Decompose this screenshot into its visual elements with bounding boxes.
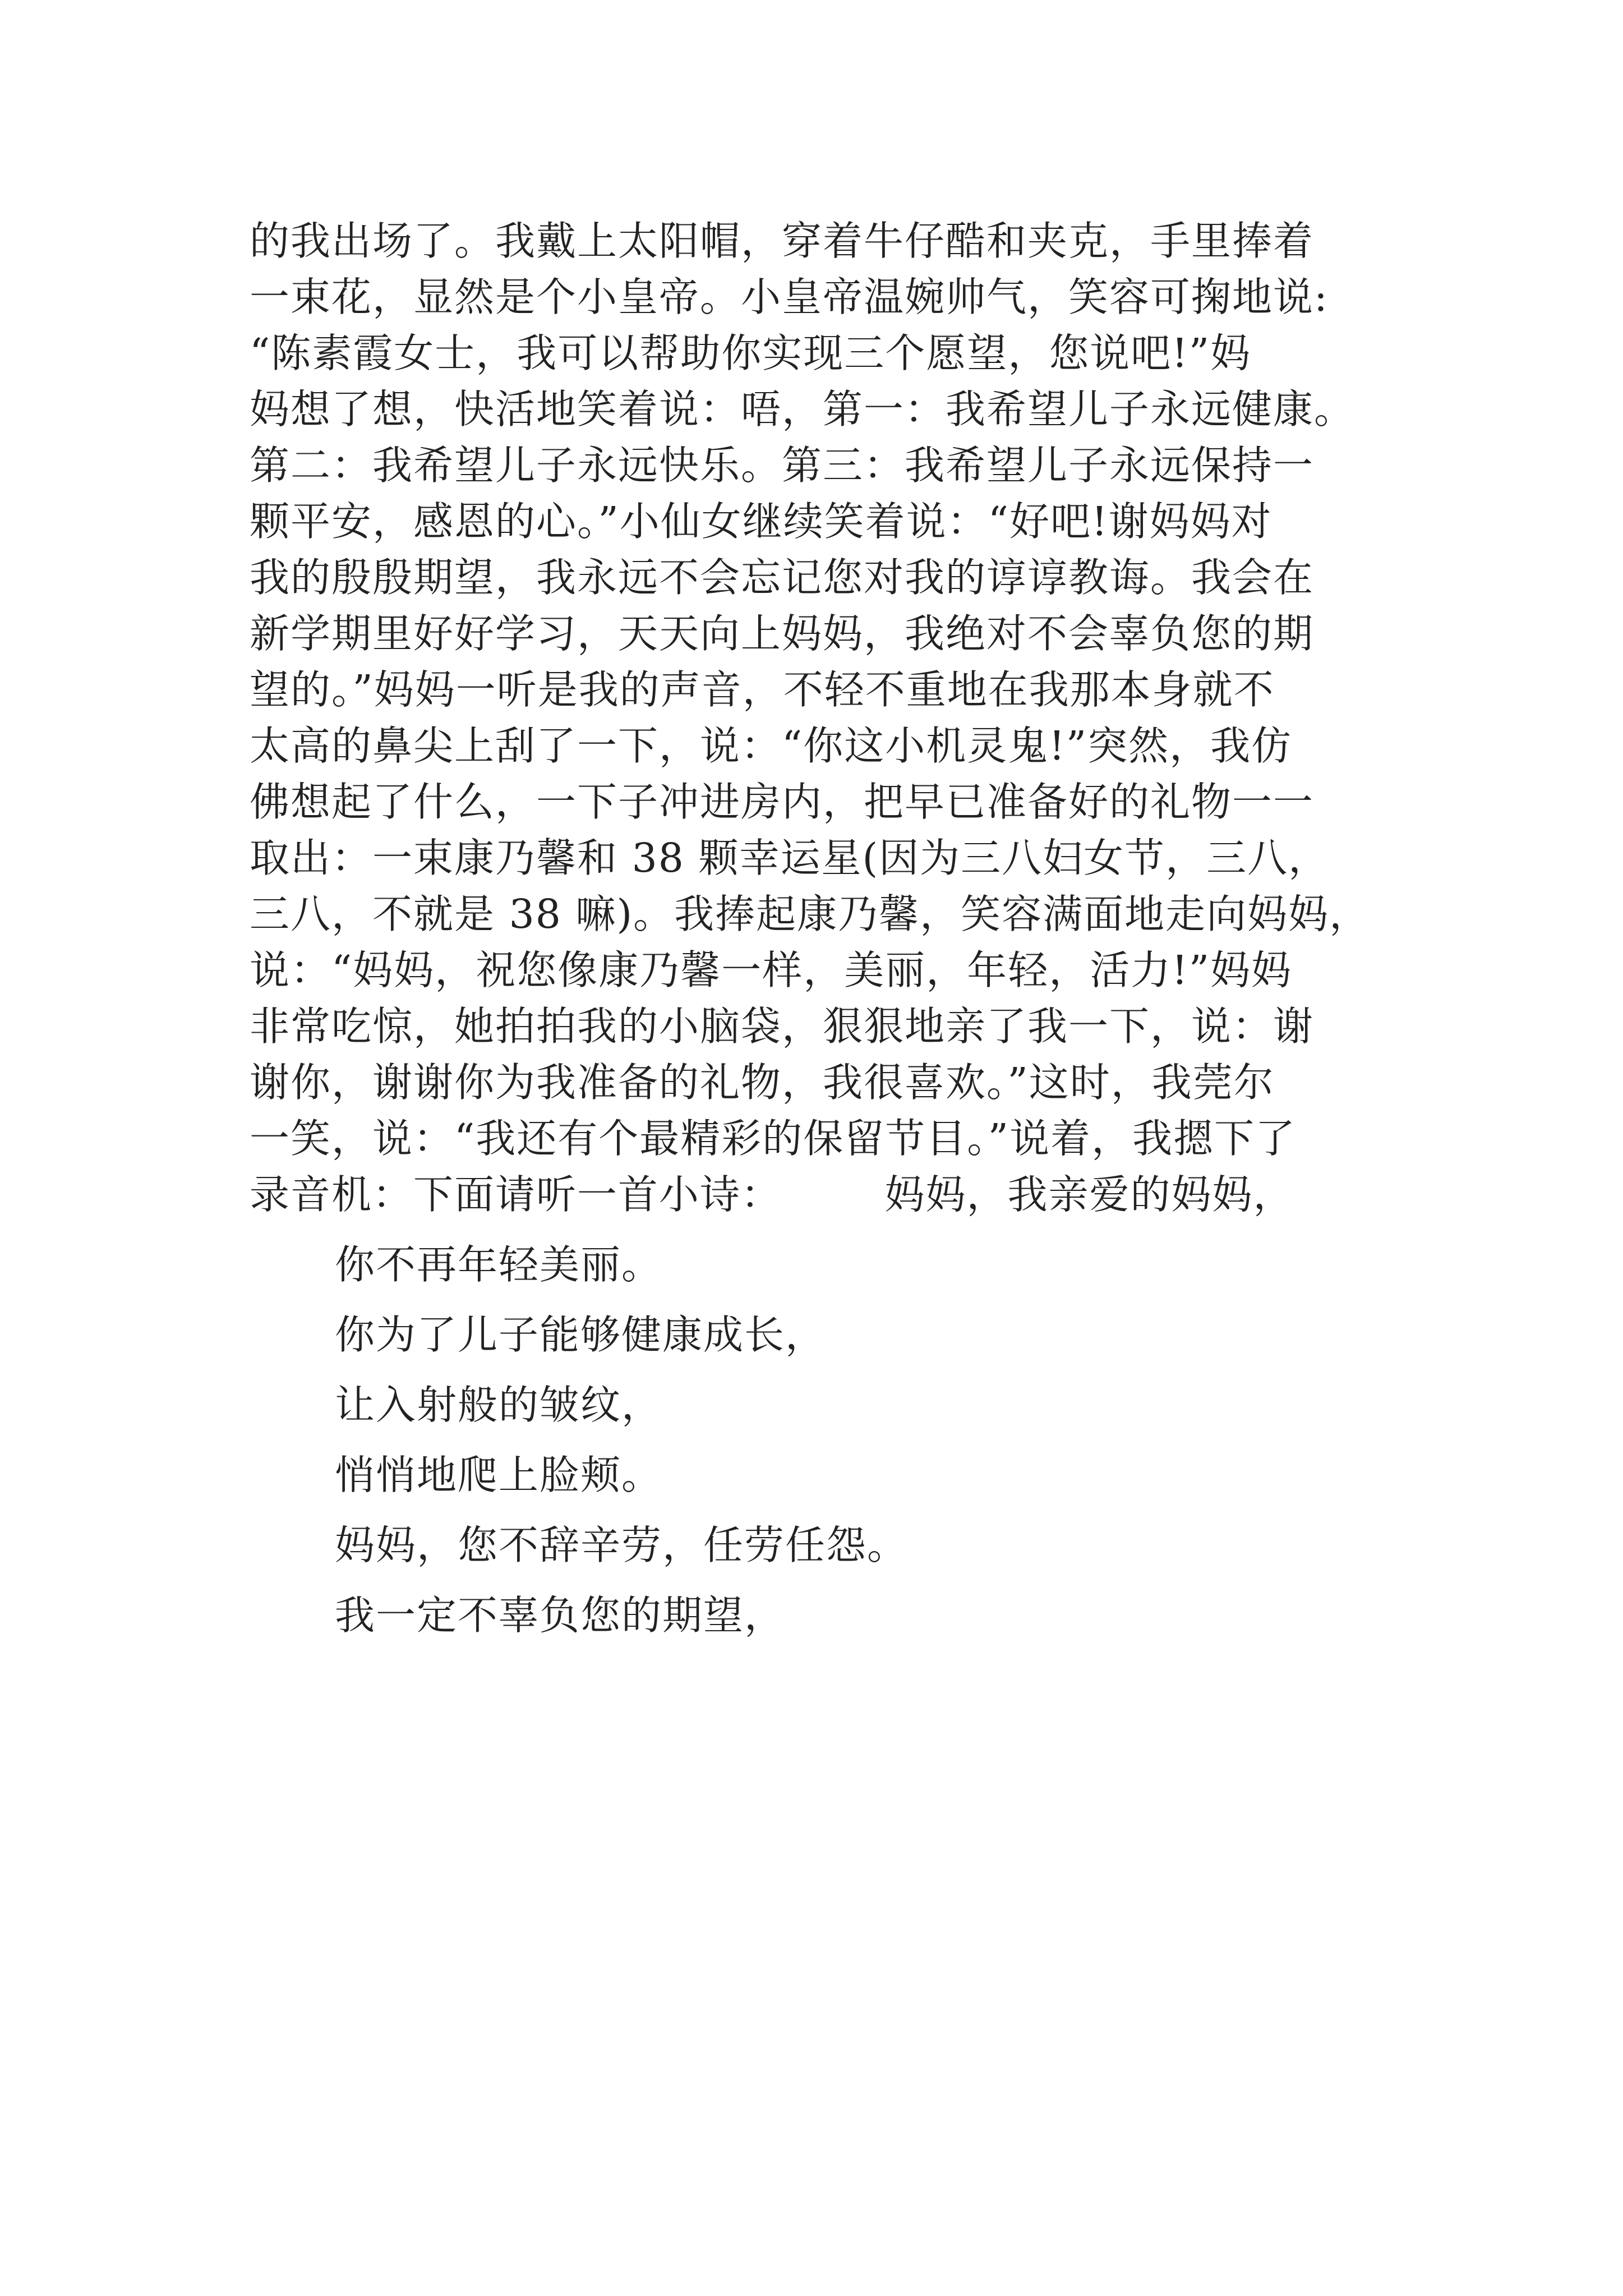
paragraph-line: 佛想起了什么，一下子冲进房内，把早已准备好的礼物一一: [250, 779, 1315, 825]
paragraph-line: 颗平安，感恩的心。”小仙女继续笑着说：“好吧!谢妈妈对: [250, 498, 1272, 545]
paragraph-line: 取出：一束康乃馨和 38 颗幸运星(因为三八妇女节，三八，: [250, 835, 1330, 881]
poem-line: 让入射般的皱纹，: [335, 1382, 663, 1428]
paragraph-line: 我的殷殷期望，我永远不会忘记您对我的谆谆教诲。我会在: [250, 554, 1315, 601]
paragraph-line: 一笑，说：“我还有个最精彩的保留节目。”说着，我摁下了: [250, 1115, 1297, 1162]
paragraph-line: “陈素霞女士，我可以帮助你实现三个愿望，您说吧!”妈: [250, 330, 1252, 376]
paragraph-line: 非常吃惊，她拍拍我的小脑袋，狠狠地亲了我一下，说：谢: [250, 1003, 1315, 1050]
paragraph-line: 说：“妈妈，祝您像康乃馨一样，美丽，年轻，活力!”妈妈: [250, 947, 1293, 993]
paragraph-line: 妈想了想，快活地笑着说：唔，第一：我希望儿子永远健康。: [250, 386, 1355, 432]
poem-line: 悄悄地爬上脸颊。: [335, 1452, 663, 1498]
paragraph-line: 三八，不就是 38 嘛)。我捧起康乃馨，笑容满面地走向妈妈，: [250, 891, 1371, 937]
poem-line: 妈妈，您不辞辛劳，任劳任怨。: [335, 1522, 909, 1568]
poem-line: 你不再年轻美丽。: [335, 1241, 663, 1288]
poem-line: 你为了儿子能够健康成长，: [335, 1312, 827, 1358]
paragraph-line: 谢你，谢谢你为我准备的礼物，我很喜欢。”这时，我莞尔: [250, 1059, 1275, 1106]
paragraph-line: 录音机：下面请听一首小诗： 妈妈，我亲爱的妈妈，: [250, 1171, 1294, 1218]
paragraph-line: 新学期里好好学习，天天向上妈妈，我绝对不会辜负您的期: [250, 610, 1315, 657]
paragraph-line: 太高的鼻尖上刮了一下，说：“你这小机灵鬼!”突然，我仿: [250, 723, 1293, 769]
paragraph-line: 望的。”妈妈一听是我的声音，不轻不重地在我那本身就不: [250, 666, 1275, 713]
paragraph-line: 的我出场了。我戴上太阳帽，穿着牛仔酷和夹克，手里捧着: [250, 218, 1315, 264]
poem-line: 我一定不辜负您的期望，: [335, 1592, 786, 1639]
paragraph-line: 一束花，显然是个小皇帝。小皇帝温婉帅气，笑容可掬地说:: [250, 274, 1329, 320]
paragraph-line: 第二：我希望儿子永远快乐。第三：我希望儿子永远保持一: [250, 442, 1315, 489]
